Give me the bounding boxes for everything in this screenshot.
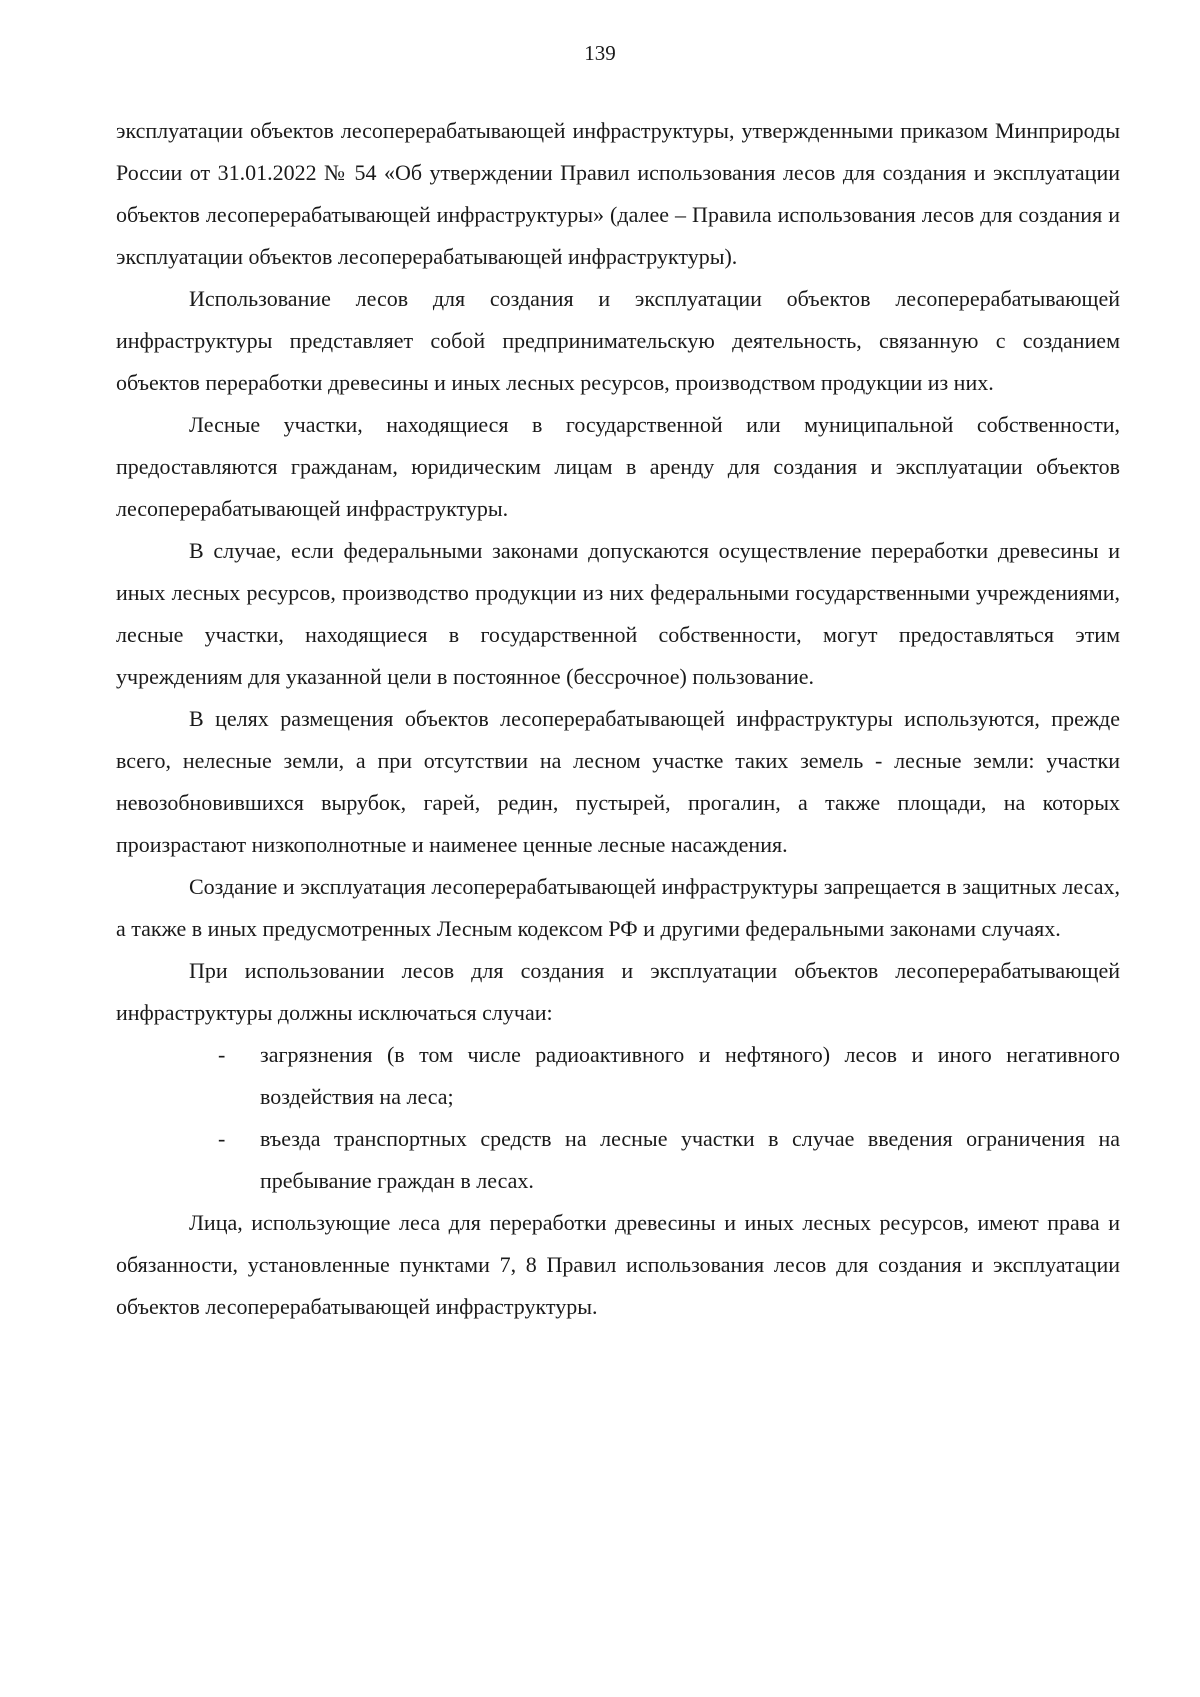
paragraph-closing: Лица, использующие леса для переработки древесины и иных лесных ресурсов, имеют права и обязанности, установленные пунктами 7, 8 Правил использования лесов для создания и эксплуатации объектов лесоперерабатывающей инфраструктуры.: [116, 1210, 1120, 1319]
paragraph: Создание и эксплуатация лесоперерабатывающей инфраструктуры запрещается в защитных лесах, а также в иных предусмотренных Лесным кодексом РФ и другими федеральными законами случаях.: [116, 874, 1120, 941]
list-item: [218, 1034, 1120, 1118]
paragraph: В целях размещения объектов лесоперерабатывающей инфраструктуры используются, прежде всего, нелесные земли, а при отсутствии на лесном участке таких земель - лесные земли: участки невозобновившихся вырубок, гарей, редин, пустырей, прогалин, а также площади, на которых произрастают низкополнотные и наименее ценные лесные насаждения.: [116, 706, 1120, 857]
paragraph: При использовании лесов для создания и эксплуатации объектов лесоперерабатывающей инфраструктуры должны исключаться случаи:: [116, 958, 1120, 1025]
document-body: [116, 110, 1120, 1328]
list-item-text: въезда транспортных средств на лесные участки в случае введения ограничения на пребывание граждан в лесах.: [260, 1126, 1120, 1193]
paragraph: Использование лесов для создания и эксплуатации объектов лесоперерабатывающей инфраструктуры представляет собой предпринимательскую деятельность, связанную с созданием объектов переработки древесины и иных лесных ресурсов, производством продукции из них.: [116, 286, 1120, 395]
paragraph: В случае, если федеральными законами допускаются осуществление переработки древесины и иных лесных ресурсов, производство продукции из них федеральными государственными учреждениями, лесные участки, находящиеся в государственной собственности, могут предоставляться этим учреждениям для указанной цели в постоянное (бессрочное) пользование.: [116, 538, 1120, 689]
list-item-text: загрязнения (в том числе радиоактивного и нефтяного) лесов и иного негативного воздействия на леса;: [260, 1042, 1120, 1109]
paragraph: Лесные участки, находящиеся в государственной или муниципальной собственности, предоставляются гражданам, юридическим лицам в аренду для создания и эксплуатации объектов лесоперерабатывающей инфраструктуры.: [116, 412, 1120, 521]
paragraph-continuation: эксплуатации объектов лесоперерабатывающей инфраструктуры, утвержденными приказом Минприроды России от 31.01.2022 № 54 «Об утверждении Правил использования лесов для создания и эксплуатации объектов лесоперерабатывающей инфраструктуры» (далее – Правила использования лесов для создания и эксплуатации объектов лесоперерабатывающей инфраструктуры).: [116, 118, 1120, 269]
list-marker: -: [218, 1126, 226, 1151]
list-item: [218, 1118, 1120, 1202]
page-number: 139: [584, 41, 616, 65]
dash-list: [116, 1034, 1120, 1202]
list-marker: -: [218, 1042, 226, 1067]
